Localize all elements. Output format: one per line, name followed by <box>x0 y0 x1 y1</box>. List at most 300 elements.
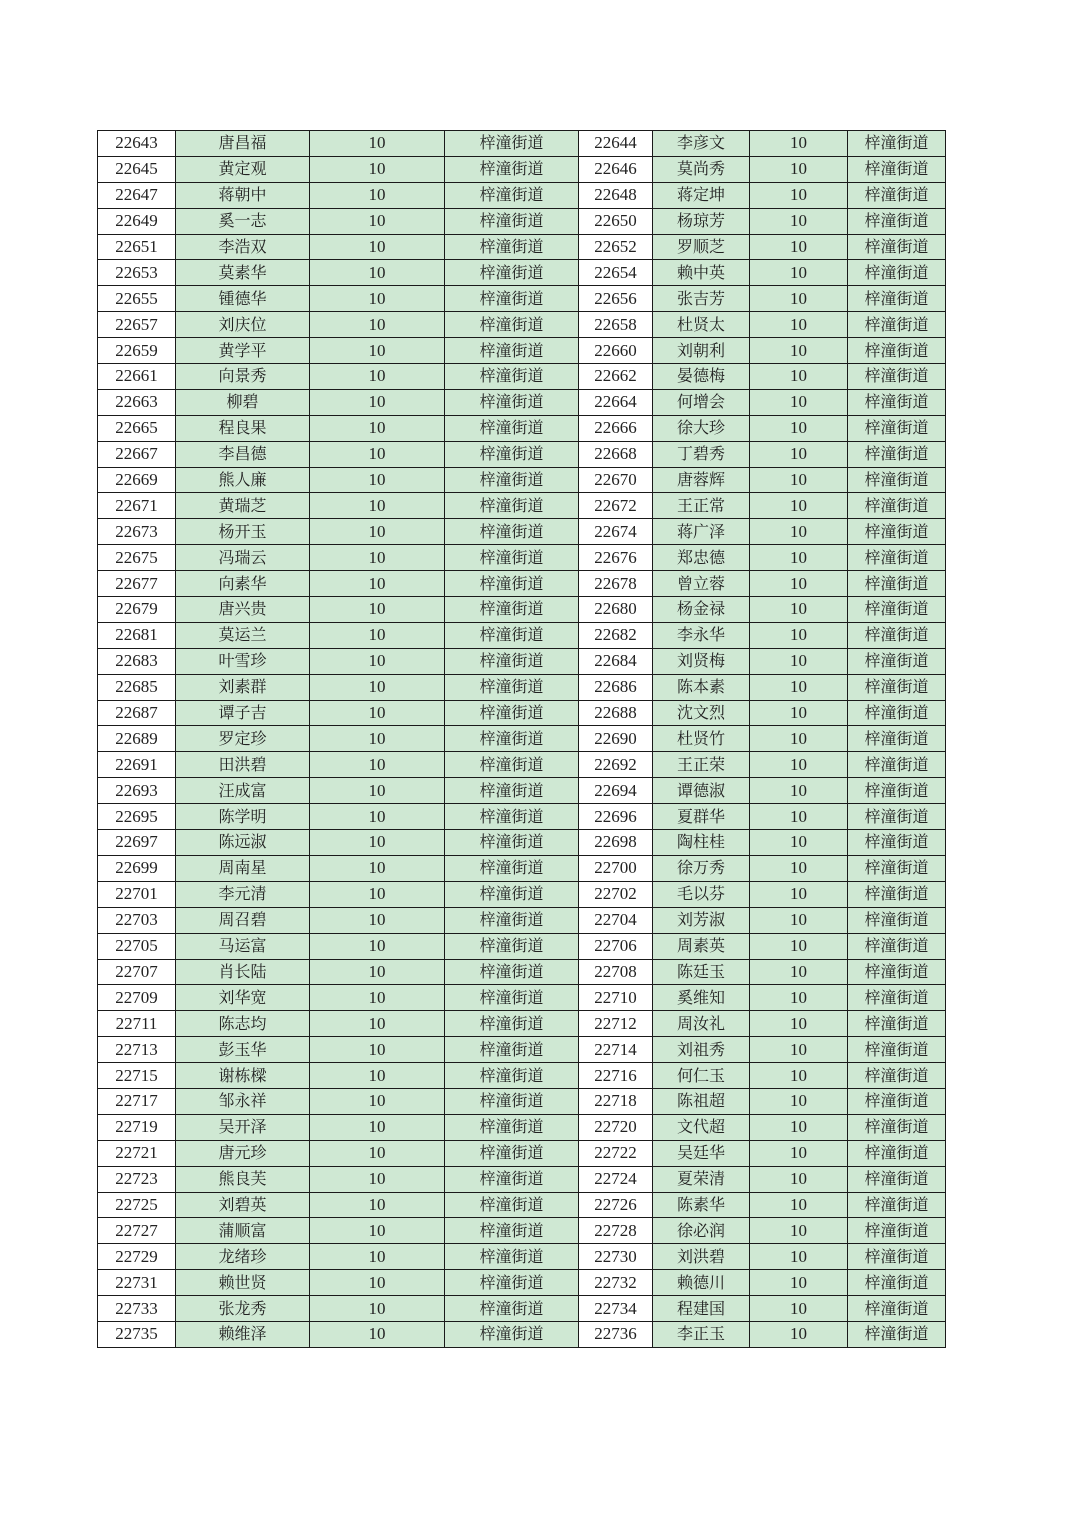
amount-cell: 10 <box>750 156 848 182</box>
street-cell: 梓潼街道 <box>848 1218 946 1244</box>
street-cell: 梓潼街道 <box>848 1114 946 1140</box>
amount-cell: 10 <box>310 933 445 959</box>
amount-cell: 10 <box>310 1063 445 1089</box>
amount-cell: 10 <box>310 855 445 881</box>
street-cell: 梓潼街道 <box>848 1270 946 1296</box>
table-row <box>98 1011 946 1037</box>
person-name-cell: 李元清 <box>176 881 310 907</box>
amount-cell: 10 <box>750 441 848 467</box>
record-id-cell: 22702 <box>579 881 653 907</box>
record-id-cell: 22717 <box>98 1088 176 1114</box>
record-id-cell: 22660 <box>579 338 653 364</box>
record-id-cell: 22698 <box>579 830 653 856</box>
street-cell: 梓潼街道 <box>848 881 946 907</box>
record-id-cell: 22688 <box>579 700 653 726</box>
table-row <box>98 545 946 571</box>
record-id-cell: 22712 <box>579 1011 653 1037</box>
record-id-cell: 22730 <box>579 1244 653 1270</box>
street-cell: 梓潼街道 <box>445 1321 579 1347</box>
table-row <box>98 467 946 493</box>
person-name-cell: 陈本素 <box>653 674 750 700</box>
amount-cell: 10 <box>310 726 445 752</box>
table-row <box>98 415 946 441</box>
table-row <box>98 234 946 260</box>
person-name-cell: 何仁玉 <box>653 1063 750 1089</box>
person-name-cell: 赖德川 <box>653 1270 750 1296</box>
amount-cell: 10 <box>310 467 445 493</box>
record-id-cell: 22654 <box>579 260 653 286</box>
street-cell: 梓潼街道 <box>445 1192 579 1218</box>
person-name-cell: 杜贤太 <box>653 312 750 338</box>
person-name-cell: 夏群华 <box>653 804 750 830</box>
person-name-cell: 周南星 <box>176 855 310 881</box>
person-name-cell: 熊人廉 <box>176 467 310 493</box>
record-id-cell: 22696 <box>579 804 653 830</box>
amount-cell: 10 <box>750 752 848 778</box>
amount-cell: 10 <box>750 1321 848 1347</box>
record-id-cell: 22646 <box>579 156 653 182</box>
record-id-cell: 22652 <box>579 234 653 260</box>
record-id-cell: 22728 <box>579 1218 653 1244</box>
amount-cell: 10 <box>750 907 848 933</box>
record-id-cell: 22690 <box>579 726 653 752</box>
record-id-cell: 22653 <box>98 260 176 286</box>
record-id-cell: 22686 <box>579 674 653 700</box>
record-id-cell: 22709 <box>98 985 176 1011</box>
record-id-cell: 22666 <box>579 415 653 441</box>
amount-cell: 10 <box>310 1140 445 1166</box>
table-row <box>98 389 946 415</box>
record-id-cell: 22704 <box>579 907 653 933</box>
record-id-cell: 22703 <box>98 907 176 933</box>
street-cell: 梓潼街道 <box>848 1011 946 1037</box>
amount-cell: 10 <box>750 467 848 493</box>
table-row <box>98 156 946 182</box>
amount-cell: 10 <box>750 312 848 338</box>
table-row <box>98 131 946 157</box>
street-cell: 梓潼街道 <box>848 208 946 234</box>
street-cell: 梓潼街道 <box>445 597 579 623</box>
amount-cell: 10 <box>750 881 848 907</box>
amount-cell: 10 <box>750 648 848 674</box>
person-name-cell: 陈志均 <box>176 1011 310 1037</box>
record-id-cell: 22715 <box>98 1063 176 1089</box>
amount-cell: 10 <box>310 338 445 364</box>
amount-cell: 10 <box>750 1037 848 1063</box>
person-name-cell: 刘朝利 <box>653 338 750 364</box>
record-id-cell: 22736 <box>579 1321 653 1347</box>
person-name-cell: 蒋朝中 <box>176 182 310 208</box>
street-cell: 梓潼街道 <box>848 493 946 519</box>
amount-cell: 10 <box>310 312 445 338</box>
record-id-cell: 22718 <box>579 1088 653 1114</box>
person-name-cell: 李浩双 <box>176 234 310 260</box>
record-id-cell: 22726 <box>579 1192 653 1218</box>
record-id-cell: 22719 <box>98 1114 176 1140</box>
amount-cell: 10 <box>750 234 848 260</box>
table-row <box>98 571 946 597</box>
table-row <box>98 1140 946 1166</box>
record-id-cell: 22701 <box>98 881 176 907</box>
record-id-cell: 22651 <box>98 234 176 260</box>
record-id-cell: 22682 <box>579 622 653 648</box>
amount-cell: 10 <box>310 415 445 441</box>
amount-cell: 10 <box>750 1088 848 1114</box>
street-cell: 梓潼街道 <box>445 1166 579 1192</box>
person-name-cell: 徐必润 <box>653 1218 750 1244</box>
person-name-cell: 周召碧 <box>176 907 310 933</box>
person-name-cell: 吴廷华 <box>653 1140 750 1166</box>
person-name-cell: 文代超 <box>653 1114 750 1140</box>
street-cell: 梓潼街道 <box>848 1088 946 1114</box>
person-name-cell: 何增会 <box>653 389 750 415</box>
amount-cell: 10 <box>310 881 445 907</box>
person-name-cell: 黄定观 <box>176 156 310 182</box>
street-cell: 梓潼街道 <box>848 1244 946 1270</box>
amount-cell: 10 <box>310 493 445 519</box>
street-cell: 梓潼街道 <box>848 830 946 856</box>
street-cell: 梓潼街道 <box>445 1218 579 1244</box>
amount-cell: 10 <box>750 933 848 959</box>
amount-cell: 10 <box>750 260 848 286</box>
street-cell: 梓潼街道 <box>445 364 579 390</box>
person-name-cell: 杨金禄 <box>653 597 750 623</box>
amount-cell: 10 <box>750 519 848 545</box>
record-id-cell: 22671 <box>98 493 176 519</box>
person-name-cell: 柳碧 <box>176 389 310 415</box>
person-name-cell: 徐万秀 <box>653 855 750 881</box>
person-name-cell: 赖维泽 <box>176 1321 310 1347</box>
street-cell: 梓潼街道 <box>445 571 579 597</box>
table-row <box>98 959 946 985</box>
person-name-cell: 杨琼芳 <box>653 208 750 234</box>
record-id-cell: 22733 <box>98 1296 176 1322</box>
record-id-cell: 22720 <box>579 1114 653 1140</box>
amount-cell: 10 <box>750 1244 848 1270</box>
record-id-cell: 22670 <box>579 467 653 493</box>
amount-cell: 10 <box>310 1270 445 1296</box>
person-name-cell: 周汝礼 <box>653 1011 750 1037</box>
record-id-cell: 22723 <box>98 1166 176 1192</box>
record-id-cell: 22681 <box>98 622 176 648</box>
person-name-cell: 李永华 <box>653 622 750 648</box>
record-id-cell: 22713 <box>98 1037 176 1063</box>
person-name-cell: 李彦文 <box>653 131 750 157</box>
record-id-cell: 22665 <box>98 415 176 441</box>
table-row <box>98 260 946 286</box>
street-cell: 梓潼街道 <box>445 545 579 571</box>
person-name-cell: 毛以芬 <box>653 881 750 907</box>
amount-cell: 10 <box>750 700 848 726</box>
amount-cell: 10 <box>310 208 445 234</box>
amount-cell: 10 <box>310 778 445 804</box>
person-name-cell: 陶柱桂 <box>653 830 750 856</box>
table-row <box>98 364 946 390</box>
person-name-cell: 刘祖秀 <box>653 1037 750 1063</box>
record-id-cell: 22659 <box>98 338 176 364</box>
person-name-cell: 郑忠德 <box>653 545 750 571</box>
street-cell: 梓潼街道 <box>848 364 946 390</box>
table-row <box>98 985 946 1011</box>
amount-cell: 10 <box>310 156 445 182</box>
record-id-cell: 22647 <box>98 182 176 208</box>
person-name-cell: 唐兴贵 <box>176 597 310 623</box>
record-id-cell: 22684 <box>579 648 653 674</box>
street-cell: 梓潼街道 <box>848 933 946 959</box>
amount-cell: 10 <box>750 1296 848 1322</box>
street-cell: 梓潼街道 <box>848 519 946 545</box>
record-id-cell: 22731 <box>98 1270 176 1296</box>
street-cell: 梓潼街道 <box>445 674 579 700</box>
record-id-cell: 22691 <box>98 752 176 778</box>
table-row <box>98 208 946 234</box>
amount-cell: 10 <box>310 286 445 312</box>
amount-cell: 10 <box>310 441 445 467</box>
amount-cell: 10 <box>310 519 445 545</box>
amount-cell: 10 <box>750 622 848 648</box>
street-cell: 梓潼街道 <box>445 985 579 1011</box>
record-id-cell: 22656 <box>579 286 653 312</box>
table-row <box>98 441 946 467</box>
amount-cell: 10 <box>310 1321 445 1347</box>
street-cell: 梓潼街道 <box>445 415 579 441</box>
amount-cell: 10 <box>310 1088 445 1114</box>
record-id-cell: 22685 <box>98 674 176 700</box>
amount-cell: 10 <box>310 648 445 674</box>
person-name-cell: 罗定珍 <box>176 726 310 752</box>
record-id-cell: 22643 <box>98 131 176 157</box>
person-name-cell: 蒋广泽 <box>653 519 750 545</box>
person-name-cell: 黄瑞芝 <box>176 493 310 519</box>
record-id-cell: 22648 <box>579 182 653 208</box>
record-id-cell: 22649 <box>98 208 176 234</box>
street-cell: 梓潼街道 <box>848 182 946 208</box>
street-cell: 梓潼街道 <box>445 752 579 778</box>
person-name-cell: 谢栋樑 <box>176 1063 310 1089</box>
person-name-cell: 冯瑞云 <box>176 545 310 571</box>
person-name-cell: 程良果 <box>176 415 310 441</box>
street-cell: 梓潼街道 <box>445 156 579 182</box>
table-row <box>98 1321 946 1347</box>
amount-cell: 10 <box>310 545 445 571</box>
record-id-cell: 22727 <box>98 1218 176 1244</box>
record-id-cell: 22693 <box>98 778 176 804</box>
street-cell: 梓潼街道 <box>445 1011 579 1037</box>
street-cell: 梓潼街道 <box>445 312 579 338</box>
record-id-cell: 22721 <box>98 1140 176 1166</box>
person-name-cell: 曾立蓉 <box>653 571 750 597</box>
record-id-cell: 22657 <box>98 312 176 338</box>
amount-cell: 10 <box>750 674 848 700</box>
record-id-cell: 22645 <box>98 156 176 182</box>
record-id-cell: 22695 <box>98 804 176 830</box>
person-name-cell: 晏德梅 <box>653 364 750 390</box>
table-row <box>98 1218 946 1244</box>
amount-cell: 10 <box>750 415 848 441</box>
street-cell: 梓潼街道 <box>445 234 579 260</box>
amount-cell: 10 <box>310 1037 445 1063</box>
amount-cell: 10 <box>750 778 848 804</box>
street-cell: 梓潼街道 <box>848 571 946 597</box>
table-row <box>98 855 946 881</box>
amount-cell: 10 <box>310 260 445 286</box>
street-cell: 梓潼街道 <box>848 312 946 338</box>
street-cell: 梓潼街道 <box>445 804 579 830</box>
record-id-cell: 22725 <box>98 1192 176 1218</box>
person-name-cell: 唐蓉辉 <box>653 467 750 493</box>
amount-cell: 10 <box>310 597 445 623</box>
street-cell: 梓潼街道 <box>848 597 946 623</box>
record-id-cell: 22700 <box>579 855 653 881</box>
amount-cell: 10 <box>750 208 848 234</box>
person-name-cell: 刘贤梅 <box>653 648 750 674</box>
record-id-cell: 22672 <box>579 493 653 519</box>
person-name-cell: 彭玉华 <box>176 1037 310 1063</box>
person-name-cell: 奚一志 <box>176 208 310 234</box>
street-cell: 梓潼街道 <box>848 804 946 830</box>
amount-cell: 10 <box>310 985 445 1011</box>
person-name-cell: 邹永祥 <box>176 1088 310 1114</box>
street-cell: 梓潼街道 <box>445 1296 579 1322</box>
street-cell: 梓潼街道 <box>445 622 579 648</box>
table-row <box>98 338 946 364</box>
amount-cell: 10 <box>310 389 445 415</box>
record-id-cell: 22711 <box>98 1011 176 1037</box>
person-name-cell: 程建国 <box>653 1296 750 1322</box>
person-name-cell: 田洪碧 <box>176 752 310 778</box>
street-cell: 梓潼街道 <box>445 338 579 364</box>
street-cell: 梓潼街道 <box>848 778 946 804</box>
record-id-cell: 22674 <box>579 519 653 545</box>
table-row <box>98 1114 946 1140</box>
person-name-cell: 赖中英 <box>653 260 750 286</box>
street-cell: 梓潼街道 <box>445 1063 579 1089</box>
person-name-cell: 蒋定坤 <box>653 182 750 208</box>
amount-cell: 10 <box>310 907 445 933</box>
amount-cell: 10 <box>310 830 445 856</box>
person-name-cell: 唐昌福 <box>176 131 310 157</box>
person-name-cell: 沈文烈 <box>653 700 750 726</box>
person-name-cell: 王正荣 <box>653 752 750 778</box>
amount-cell: 10 <box>310 1011 445 1037</box>
street-cell: 梓潼街道 <box>848 622 946 648</box>
record-id-cell: 22732 <box>579 1270 653 1296</box>
record-id-cell: 22714 <box>579 1037 653 1063</box>
record-id-cell: 22699 <box>98 855 176 881</box>
person-name-cell: 丁碧秀 <box>653 441 750 467</box>
street-cell: 梓潼街道 <box>848 1166 946 1192</box>
person-name-cell: 刘素群 <box>176 674 310 700</box>
street-cell: 梓潼街道 <box>848 131 946 157</box>
amount-cell: 10 <box>310 752 445 778</box>
street-cell: 梓潼街道 <box>848 1321 946 1347</box>
amount-cell: 10 <box>750 182 848 208</box>
street-cell: 梓潼街道 <box>848 674 946 700</box>
record-id-cell: 22669 <box>98 467 176 493</box>
amount-cell: 10 <box>750 1270 848 1296</box>
person-name-cell: 锺德华 <box>176 286 310 312</box>
table-row <box>98 881 946 907</box>
person-name-cell: 叶雪珍 <box>176 648 310 674</box>
street-cell: 梓潼街道 <box>445 182 579 208</box>
record-id-cell: 22668 <box>579 441 653 467</box>
table-row <box>98 726 946 752</box>
person-name-cell: 陈素华 <box>653 1192 750 1218</box>
street-cell: 梓潼街道 <box>848 1296 946 1322</box>
amount-cell: 10 <box>750 1063 848 1089</box>
amount-cell: 10 <box>310 1192 445 1218</box>
street-cell: 梓潼街道 <box>848 1037 946 1063</box>
table-row <box>98 493 946 519</box>
person-name-cell: 奚维知 <box>653 985 750 1011</box>
amount-cell: 10 <box>310 959 445 985</box>
table-row <box>98 933 946 959</box>
table-row <box>98 1296 946 1322</box>
street-cell: 梓潼街道 <box>445 389 579 415</box>
street-cell: 梓潼街道 <box>445 260 579 286</box>
street-cell: 梓潼街道 <box>445 1140 579 1166</box>
table-row <box>98 778 946 804</box>
street-cell: 梓潼街道 <box>848 907 946 933</box>
table-row <box>98 1244 946 1270</box>
record-id-cell: 22655 <box>98 286 176 312</box>
street-cell: 梓潼街道 <box>445 1270 579 1296</box>
street-cell: 梓潼街道 <box>445 1037 579 1063</box>
amount-cell: 10 <box>310 1114 445 1140</box>
record-id-cell: 22683 <box>98 648 176 674</box>
amount-cell: 10 <box>310 234 445 260</box>
person-name-cell: 陈廷玉 <box>653 959 750 985</box>
person-name-cell: 蒲顺富 <box>176 1218 310 1244</box>
record-id-cell: 22692 <box>579 752 653 778</box>
street-cell: 梓潼街道 <box>848 1063 946 1089</box>
table-row <box>98 597 946 623</box>
record-id-cell: 22716 <box>579 1063 653 1089</box>
person-name-cell: 肖长陆 <box>176 959 310 985</box>
record-id-cell: 22694 <box>579 778 653 804</box>
person-name-cell: 莫素华 <box>176 260 310 286</box>
person-name-cell: 张龙秀 <box>176 1296 310 1322</box>
person-name-cell: 陈祖超 <box>653 1088 750 1114</box>
table-row <box>98 830 946 856</box>
street-cell: 梓潼街道 <box>445 907 579 933</box>
street-cell: 梓潼街道 <box>445 441 579 467</box>
table-row <box>98 674 946 700</box>
person-name-cell: 徐大珍 <box>653 415 750 441</box>
street-cell: 梓潼街道 <box>848 700 946 726</box>
amount-cell: 10 <box>750 364 848 390</box>
street-cell: 梓潼街道 <box>848 156 946 182</box>
street-cell: 梓潼街道 <box>848 545 946 571</box>
record-id-cell: 22662 <box>579 364 653 390</box>
person-name-cell: 马运富 <box>176 933 310 959</box>
street-cell: 梓潼街道 <box>445 648 579 674</box>
record-id-cell: 22734 <box>579 1296 653 1322</box>
person-name-cell: 刘洪碧 <box>653 1244 750 1270</box>
table-row <box>98 1270 946 1296</box>
street-cell: 梓潼街道 <box>445 208 579 234</box>
table-row <box>98 1166 946 1192</box>
table-row <box>98 1088 946 1114</box>
amount-cell: 10 <box>310 571 445 597</box>
person-name-cell: 周素英 <box>653 933 750 959</box>
record-id-cell: 22724 <box>579 1166 653 1192</box>
record-id-cell: 22663 <box>98 389 176 415</box>
amount-cell: 10 <box>750 830 848 856</box>
amount-cell: 10 <box>310 622 445 648</box>
subsidy-list-table <box>97 130 946 1348</box>
street-cell: 梓潼街道 <box>848 415 946 441</box>
